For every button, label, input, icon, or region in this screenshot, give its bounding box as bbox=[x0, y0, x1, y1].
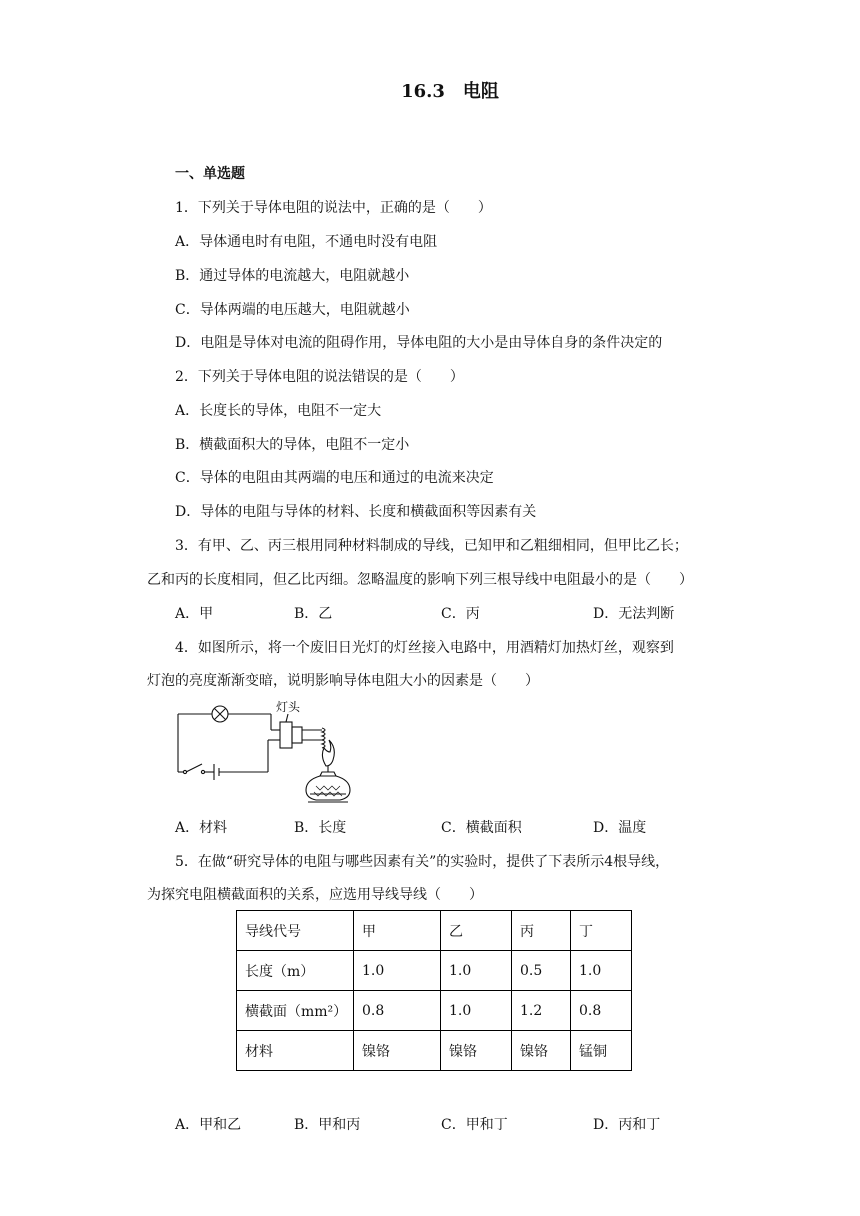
question-2-option-a: A．长度长的导体，电阻不一定大 bbox=[175, 403, 382, 419]
question-3-stem-line-2: 乙和丙的长度相同，但乙比丙细。忽略温度的影响下列三根导线中电阻最小的是（ ） bbox=[147, 572, 693, 588]
table-cell: 材料 bbox=[237, 1031, 354, 1071]
table-row bbox=[237, 991, 632, 1031]
question-1-stem: 1．下列关于导体电阻的说法中，正确的是（ ） bbox=[175, 200, 492, 216]
question-2-option-b: B．横截面积大的导体，电阻不一定小 bbox=[175, 437, 410, 453]
table-header-cell: 丁 bbox=[571, 911, 632, 951]
table-header-cell: 乙 bbox=[441, 911, 512, 951]
table-cell: 0.8 bbox=[354, 991, 441, 1031]
question-2-stem: 2．下列关于导体电阻的说法错误的是（ ） bbox=[175, 369, 464, 385]
table-cell: 横截面（mm²） bbox=[237, 991, 354, 1031]
question-1-option-b: B．通过导体的电流越大，电阻就越小 bbox=[175, 268, 410, 284]
question-4-stem-line-1: 4．如图所示，将一个废旧日光灯的灯丝接入电路中，用酒精灯加热灯丝，观察到 bbox=[175, 640, 674, 656]
question-4-option-c: C．横截面积 bbox=[441, 820, 522, 836]
table-header-cell: 丙 bbox=[512, 911, 571, 951]
question-4-option-d: D．温度 bbox=[593, 820, 647, 836]
table-cell: 0.8 bbox=[571, 991, 632, 1031]
question-2-option-d: D．导体的电阻与导体的材料、长度和横截面积等因素有关 bbox=[175, 504, 537, 520]
question-1-option-a: A．导体通电时有电阻，不通电时没有电阻 bbox=[175, 234, 438, 250]
question-5-option-b: B．甲和丙 bbox=[294, 1117, 361, 1133]
question-5-stem-line-1: 5．在做“研究导体的电阻与哪些因素有关”的实验时，提供了下表所示4根导线， bbox=[175, 854, 670, 870]
question-3-option-c: C．丙 bbox=[441, 606, 480, 622]
question-5-option-a: A．甲和乙 bbox=[175, 1117, 242, 1133]
table-cell: 长度（m） bbox=[237, 951, 354, 991]
question-3-stem-line-1: 3．有甲、乙、丙三根用同种材料制成的导线，已知甲和乙粗细相同，但甲比乙长； bbox=[175, 538, 688, 554]
section-heading: 一、单选题 bbox=[175, 166, 245, 182]
question-4-option-b: B．长度 bbox=[294, 820, 347, 836]
question-4-option-a: A．材料 bbox=[175, 820, 228, 836]
question-3-option-a: A．甲 bbox=[175, 606, 214, 622]
question-3-option-d: D．无法判断 bbox=[593, 606, 675, 622]
table-cell: 1.0 bbox=[441, 951, 512, 991]
table-header-row bbox=[237, 911, 632, 951]
question-5-stem-line-2: 为探究电阻横截面积的关系，应选用导线导线（ ） bbox=[147, 887, 483, 903]
table-cell: 1.2 bbox=[512, 991, 571, 1031]
question-5-option-d: D．丙和丁 bbox=[593, 1117, 661, 1133]
question-3-option-b: B．乙 bbox=[294, 606, 333, 622]
question-1-option-d: D．电阻是导体对电流的阻碍作用，导体电阻的大小是由导体自身的条件决定的 bbox=[175, 335, 663, 351]
figure-label-lamp-base: 灯头 bbox=[276, 700, 301, 714]
table-cell: 锰铜 bbox=[571, 1031, 632, 1071]
page-title: 16.3 电阻 bbox=[401, 81, 499, 102]
table-cell: 1.0 bbox=[571, 951, 632, 991]
question-5-option-c: C．甲和丁 bbox=[441, 1117, 508, 1133]
table-cell: 镍铬 bbox=[512, 1031, 571, 1071]
table-cell: 镍铬 bbox=[441, 1031, 512, 1071]
question-2-option-c: C．导体的电阻由其两端的电压和通过的电流来决定 bbox=[175, 470, 494, 486]
table-row bbox=[237, 951, 632, 991]
wire-table bbox=[236, 910, 632, 1071]
question-4-stem-line-2: 灯泡的亮度渐渐变暗，说明影响导体电阻大小的因素是（ ） bbox=[147, 673, 539, 689]
table-row bbox=[237, 1031, 632, 1071]
table-header-cell: 甲 bbox=[354, 911, 441, 951]
question-1-option-c: C．导体两端的电压越大，电阻就越小 bbox=[175, 302, 410, 318]
table-cell: 镍铬 bbox=[354, 1031, 441, 1071]
table-header-cell: 导线代号 bbox=[237, 911, 354, 951]
circuit-diagram bbox=[176, 700, 356, 804]
table-cell: 1.0 bbox=[441, 991, 512, 1031]
table-cell: 1.0 bbox=[354, 951, 441, 991]
table-cell: 0.5 bbox=[512, 951, 571, 991]
